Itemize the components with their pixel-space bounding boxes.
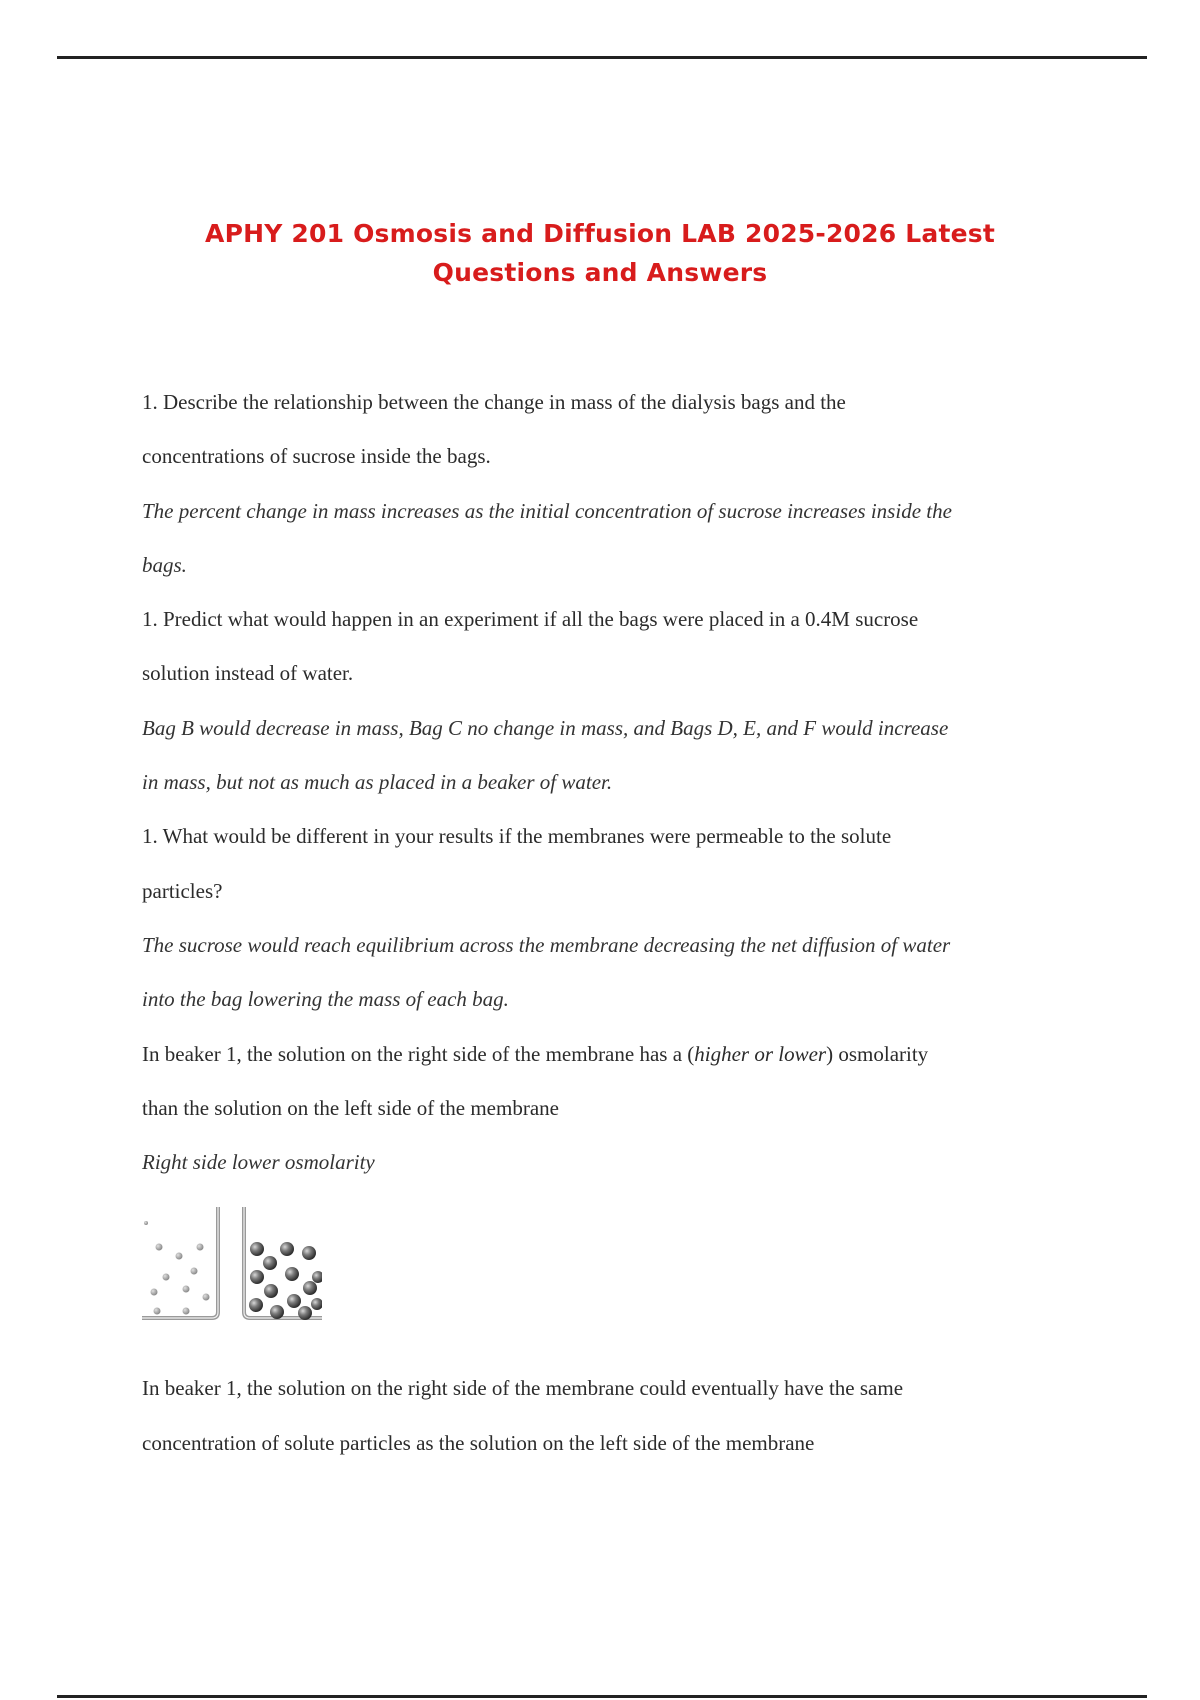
small-solute-particles [144,1221,210,1315]
answer-4-line-1: Right side lower osmolarity [142,1150,375,1175]
question-4-line-1 [142,1027,1072,1081]
title-line-1: APHY 201 Osmosis and Diffusion LAB 2025-2026 Latest [205,219,995,248]
question-1-line-1: 1. Describe the relationship between the change in mass of the dialysis bags and the [142,390,846,414]
answer-1-line-1: The percent change in mass increases as the initial concentration of sucrose increases inside the [142,498,952,523]
question-4-text-post: ) osmolarity [826,1041,929,1066]
beaker-diagram-svg [142,1197,322,1327]
title-line-2: Questions and Answers [432,258,768,287]
beaker-membrane-diagram [142,1197,322,1327]
question-4-line-2: than the solution on the left side of the membrane [142,1095,559,1120]
document-body [142,375,1072,1470]
question-3-line-1: 1. What would be different in your results if the membranes were permeable to the solute [142,824,892,849]
question-2-line-1: 1. Predict what would happen in an experiment if all the bags were placed in a 0.4M sucrose [142,607,919,632]
question-1-line-2: concentrations of sucrose inside the bags. [142,444,491,469]
question-5-line-2: concentration of solute particles as the solution on the left side of the membrane [142,1430,815,1455]
footer-rule [57,1695,1147,1698]
document-title [150,214,1050,292]
answer-2-line-1: Bag B would decrease in mass, Bag C no change in mass, and Bags D, E, and F would increase [142,715,949,740]
question-2-line-2: solution instead of water. [142,661,354,686]
question-3-line-2: particles? [142,878,223,903]
answer-1-line-2: bags. [142,552,187,577]
question-4-options: higher or lower [694,1041,827,1066]
answer-3-line-1: The sucrose would reach equilibrium across the membrane decreasing the net diffusion of water [142,932,951,957]
question-4-text-pre: In beaker 1, the solution on the right side of the membrane has a ( [142,1041,695,1066]
answer-3-line-2: into the bag lowering the mass of each bag. [142,987,509,1012]
header-rule [57,56,1147,59]
large-solute-particles [249,1242,322,1320]
question-5-line-1: In beaker 1, the solution on the right side of the membrane could eventually have the same [142,1376,904,1401]
answer-2-line-2: in mass, but not as much as placed in a beaker of water. [142,770,613,795]
